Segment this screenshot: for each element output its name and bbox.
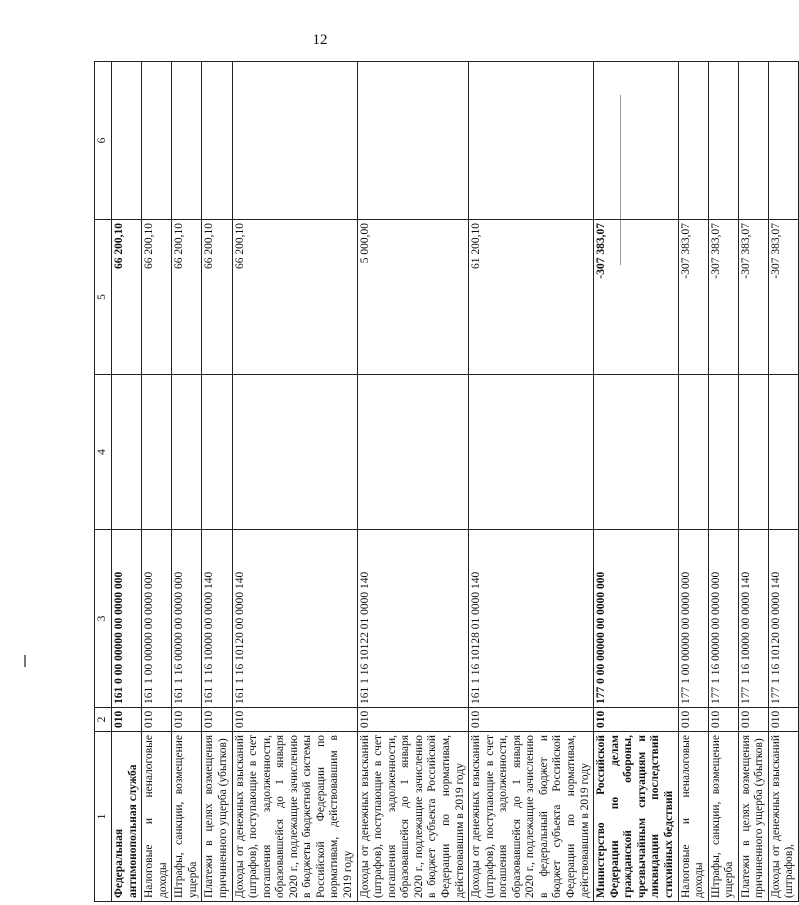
row-amount-cell: 61 200,10 (469, 220, 594, 375)
table-row (678, 62, 708, 902)
row-code-cell: 010 (708, 708, 738, 732)
row-code-cell: 010 (112, 708, 142, 732)
row-amount-cell: 66 200,10 (172, 220, 202, 375)
row-kbk-cell: 177 1 00 00000 00 0000 000 (678, 530, 708, 708)
row-name-cell: Платежи в целях возмещения причиненного ущерба (убытков) (738, 732, 768, 902)
row-kbk-cell: 161 1 00 00000 00 0000 000 (142, 530, 172, 708)
row-amount-cell: -307 383,07 (678, 220, 708, 375)
row-col4-cell (172, 375, 202, 530)
header-col-4: 4 (95, 375, 112, 530)
row-col6-cell (232, 62, 357, 220)
table-row (594, 62, 678, 902)
table-header-row (95, 62, 112, 902)
row-code-cell: 010 (768, 708, 798, 732)
row-amount-cell: -307 383,07 (768, 220, 798, 375)
row-amount-cell: -307 383,07 (738, 220, 768, 375)
row-name-cell: Штрафы, санкции, возмещение ущерба (172, 732, 202, 902)
row-kbk-cell: 177 1 16 00000 00 0000 000 (708, 530, 738, 708)
row-col6-cell (708, 62, 738, 220)
row-name-cell: Доходы от денежных взысканий (штрафов), поступающие в счет погашения задолженности, образовавшейся до 1 января 2020 г., подлежащие зачислению в федеральный бюджет и бюджет субъекта Российской Федерации по нормативам, действовавшим в 2019 году (469, 732, 594, 902)
row-amount-cell: 66 200,10 (112, 220, 142, 375)
row-code-cell: 010 (678, 708, 708, 732)
row-col6-cell (172, 62, 202, 220)
row-kbk-cell: 161 1 16 10120 00 0000 140 (232, 530, 357, 708)
row-col4-cell (142, 375, 172, 530)
row-col4-cell (708, 375, 738, 530)
row-amount-cell: -307 383,07 (594, 220, 678, 375)
table-row (142, 62, 172, 902)
header-col-2: 2 (95, 708, 112, 732)
row-kbk-cell: 177 1 16 10120 00 0000 140 (768, 530, 798, 708)
row-name-cell: Федеральная антимонопольная служба (112, 732, 142, 902)
table-row (469, 62, 594, 902)
revenue-table (94, 61, 799, 902)
row-name-cell: Платежи в целях возмещения причиненного ущерба (убытков) (202, 732, 232, 902)
header-col-3: 3 (95, 530, 112, 708)
table-row (708, 62, 738, 902)
row-col4-cell (202, 375, 232, 530)
row-col4-cell (112, 375, 142, 530)
row-name-cell: Доходы от денежных взысканий (штрафов), поступающие в счет погашения задолженности, образовавшейся до 1 января 2020 г., подлежащие зачислению в бюджеты бюджетной системы Российской Федерации по нормативам, действовавшим в 2019 году (232, 732, 357, 902)
row-amount-cell: 5 000,00 (357, 220, 469, 375)
header-col-1: 1 (95, 732, 112, 902)
table-row (172, 62, 202, 902)
row-code-cell: 010 (738, 708, 768, 732)
row-code-cell: 010 (172, 708, 202, 732)
row-col6-cell (202, 62, 232, 220)
row-col6-cell (142, 62, 172, 220)
row-col6-cell (768, 62, 798, 220)
row-name-cell: Штрафы, санкции, возмещение ущерба (708, 732, 738, 902)
header-col-5: 5 (95, 220, 112, 375)
row-amount-cell: 66 200,10 (232, 220, 357, 375)
row-amount-cell: 66 200,10 (202, 220, 232, 375)
rotated-table-frame (94, 62, 796, 902)
row-col6-cell (357, 62, 469, 220)
table-row (202, 62, 232, 902)
row-code-cell: 010 (142, 708, 172, 732)
row-kbk-cell: 161 0 00 00000 00 0000 000 (112, 530, 142, 708)
table-body (112, 62, 799, 902)
row-kbk-cell: 161 1 16 10128 01 0000 140 (469, 530, 594, 708)
row-col4-cell (469, 375, 594, 530)
row-name-cell: Налоговые и неналоговые доходы (678, 732, 708, 902)
row-code-cell: 010 (469, 708, 594, 732)
table-row (357, 62, 469, 902)
page-number: 12 (312, 32, 328, 48)
row-col6-cell (678, 62, 708, 220)
row-col6-cell (738, 62, 768, 220)
scan-margin-mark (24, 655, 26, 667)
header-col-6: 6 (95, 62, 112, 220)
row-name-cell: Доходы от денежных взысканий (штрафов), поступающие в счет погашения задолженности, образовавшейся до 1 января 2020 г., подлежащие зачислению в бюджет субъекта Российской Федерации по нормативам, действовавшим в 2019 году (357, 732, 469, 902)
table-row (112, 62, 142, 902)
row-code-cell: 010 (202, 708, 232, 732)
rotated-table-viewport (94, 62, 796, 902)
row-col6-cell (112, 62, 142, 220)
row-kbk-cell: 161 1 16 10122 01 0000 140 (357, 530, 469, 708)
row-kbk-cell: 161 1 16 10000 00 0000 140 (202, 530, 232, 708)
row-code-cell: 010 (594, 708, 678, 732)
row-kbk-cell: 177 1 16 10000 00 0000 140 (738, 530, 768, 708)
row-col6-cell (469, 62, 594, 220)
row-col4-cell (768, 375, 798, 530)
table-row (232, 62, 357, 902)
row-col4-cell (232, 375, 357, 530)
row-amount-cell: 66 200,10 (142, 220, 172, 375)
row-kbk-cell: 161 1 16 00000 00 0000 000 (172, 530, 202, 708)
row-name-cell: Налоговые и неналоговые доходы (142, 732, 172, 902)
row-amount-cell: -307 383,07 (708, 220, 738, 375)
row-col4-cell (594, 375, 678, 530)
row-name-cell: Министерство Российской Федерации по делам гражданской обороны, чрезвычайным ситуациям и ликвидации последствий стихийных бедствий (594, 732, 678, 902)
row-col4-cell (357, 375, 469, 530)
row-kbk-cell: 177 0 00 00000 00 0000 000 (594, 530, 678, 708)
row-col6-cell (594, 62, 678, 220)
table-row (738, 62, 768, 902)
row-code-cell: 010 (232, 708, 357, 732)
row-name-cell: Доходы от денежных взысканий (штрафов), (768, 732, 798, 902)
row-col4-cell (678, 375, 708, 530)
row-code-cell: 010 (357, 708, 469, 732)
row-col4-cell (738, 375, 768, 530)
table-row (768, 62, 798, 902)
